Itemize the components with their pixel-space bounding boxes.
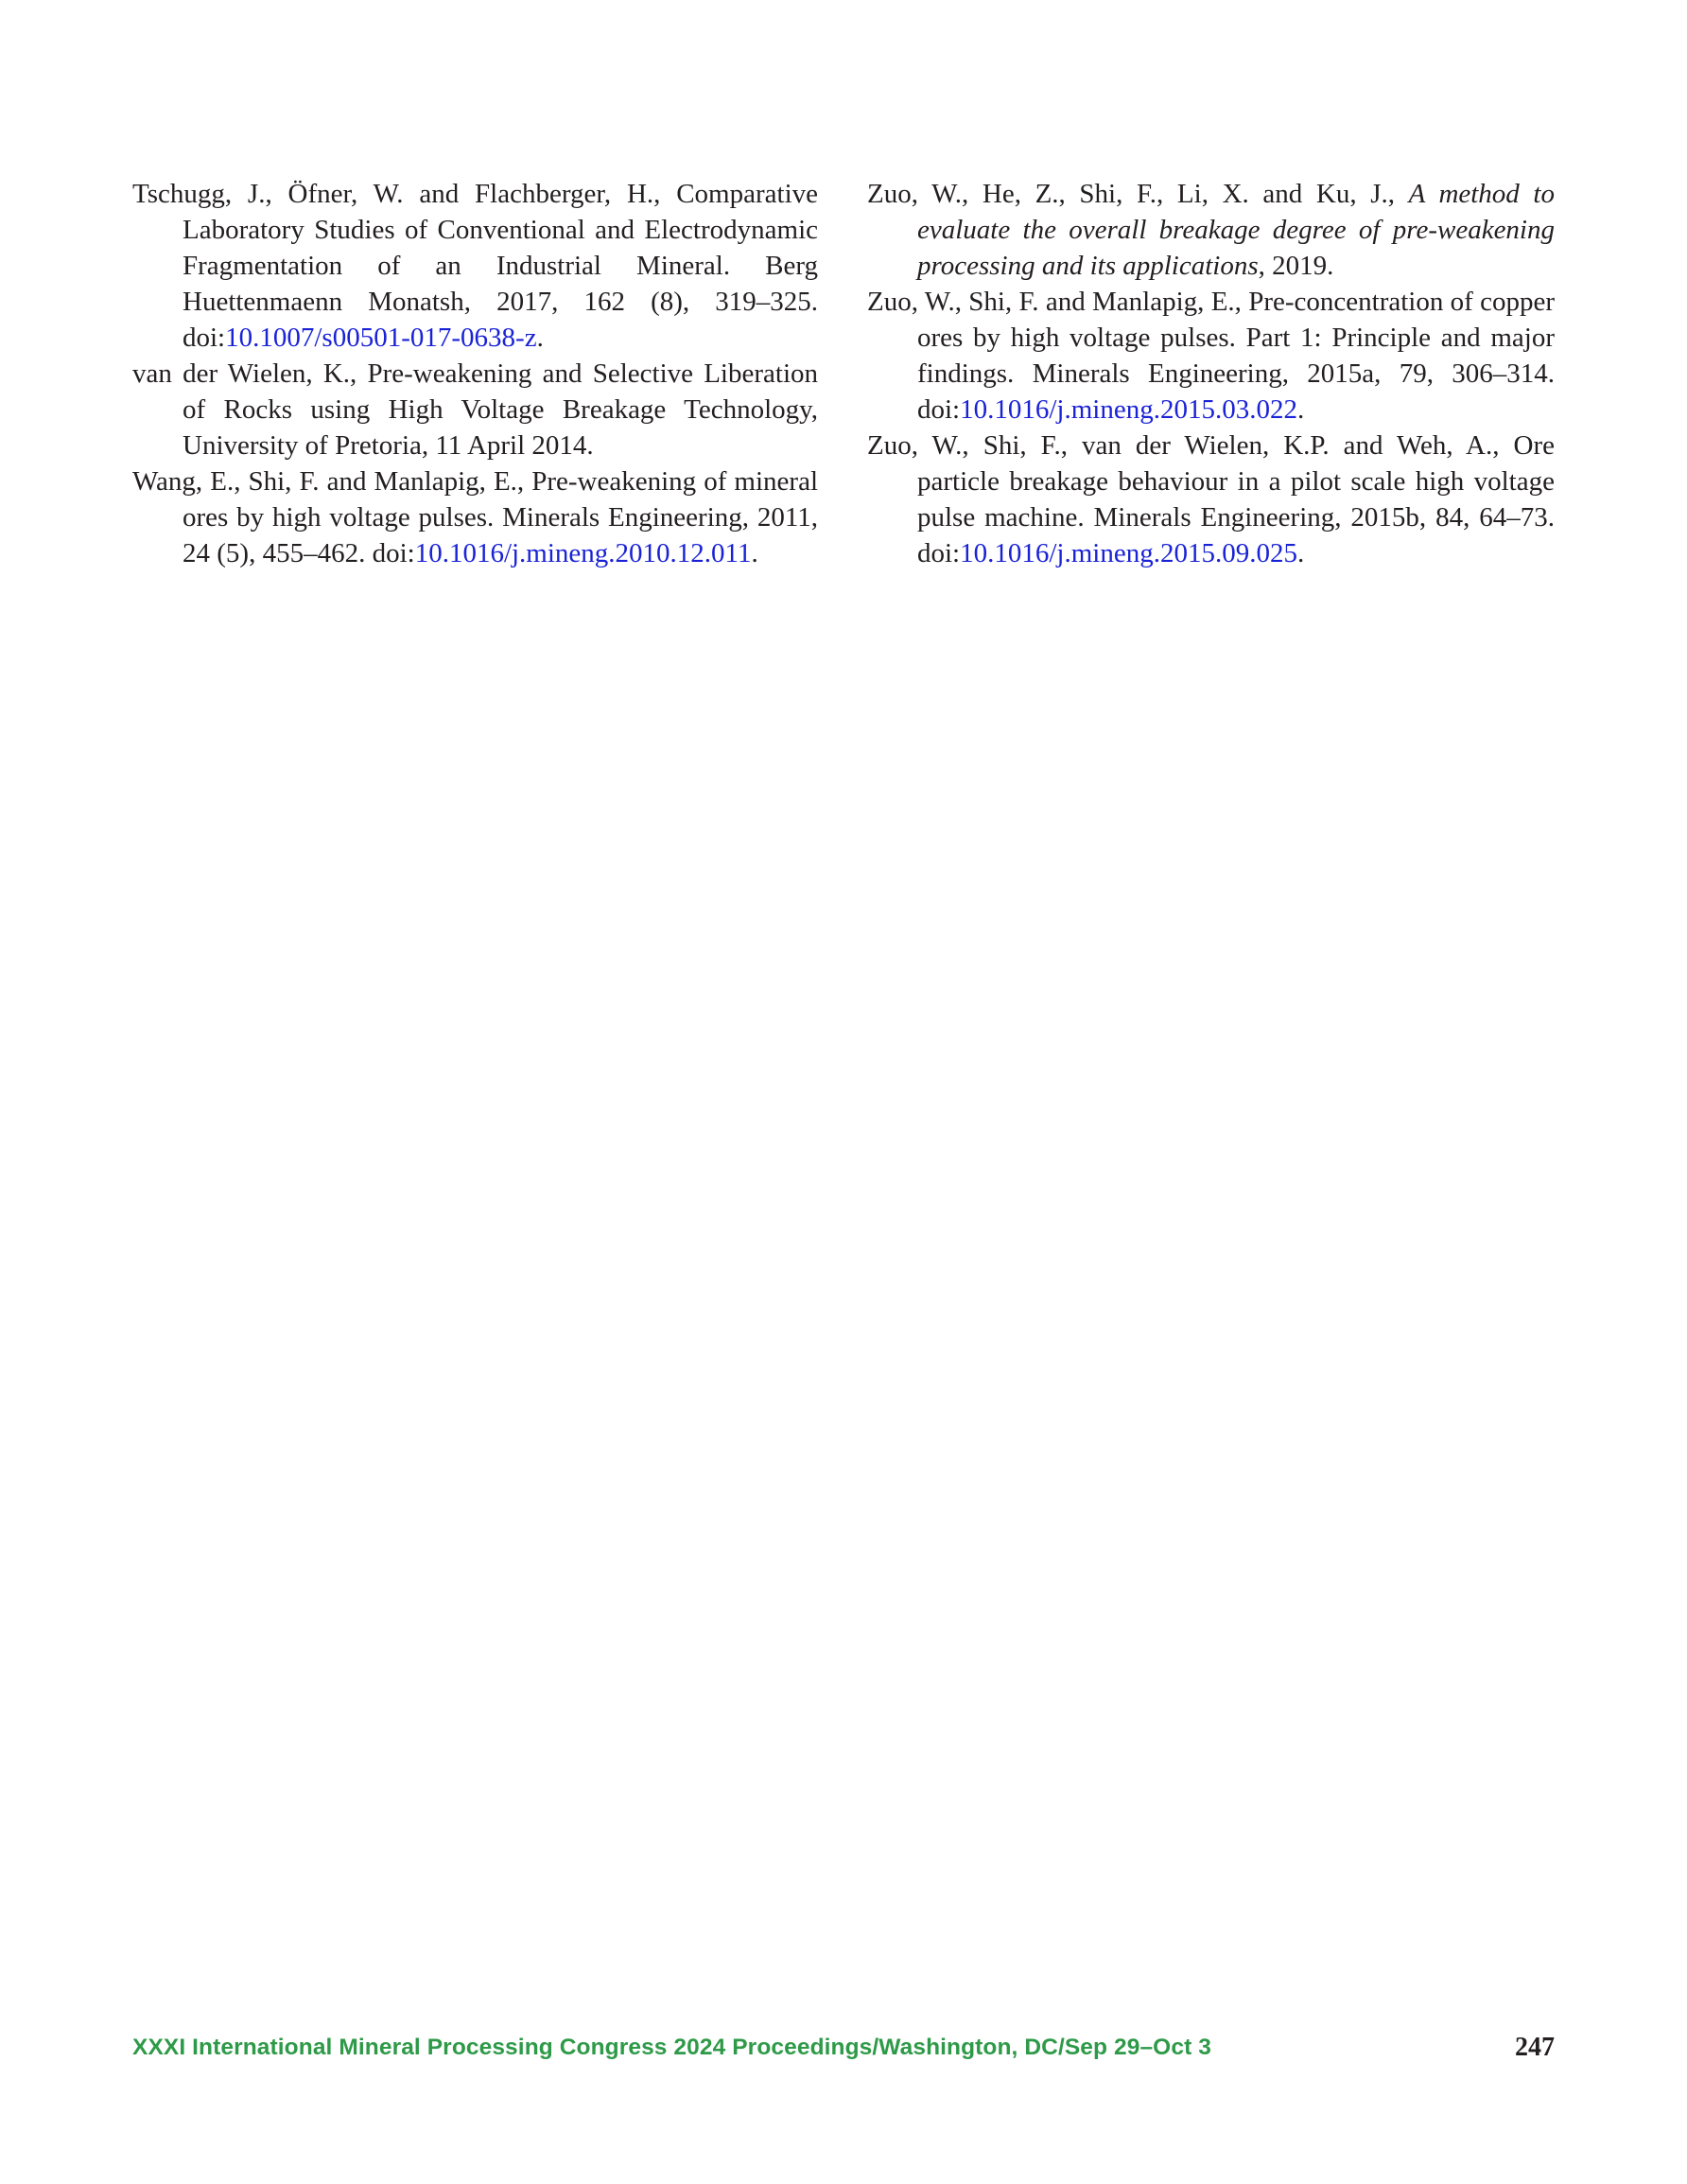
- footer-proceedings-title: XXXI International Mineral Processing Congress 2024 Proceedings/Washington, DC/Sep 29–Oct 3: [132, 2035, 1211, 2060]
- reference-tail: .: [751, 538, 758, 568]
- reference-zuo-2015a: [867, 284, 1555, 428]
- reference-zuo-2019: [867, 176, 1555, 284]
- reference-text: Wang, E., Shi, F. and Manlapig, E., Pre-weakening of mineral ores by high voltage pulses. Minerals Engineering, 2011, 24 (5), 455–462. doi:: [132, 466, 818, 568]
- reference-text: Zuo, W., Shi, F. and Manlapig, E., Pre-concentration of copper ores by high voltage pulses. Part 1: Principle and major findings. Minerals Engineering, 2015a, 79, 306–314. doi:: [867, 287, 1555, 425]
- doi-link[interactable]: 10.1016/j.mineng.2010.12.011: [414, 538, 752, 568]
- doi-link[interactable]: 10.1016/j.mineng.2015.03.022: [960, 394, 1297, 425]
- reference-authors: Zuo, W., He, Z., Shi, F., Li, X. and Ku, J.,: [867, 179, 1409, 209]
- doi-link[interactable]: 10.1007/s00501-017-0638-z: [225, 323, 537, 353]
- page-footer: [132, 2035, 1555, 2069]
- reference-zuo-2015b: [867, 428, 1555, 571]
- reference-wang-2011: [132, 463, 818, 571]
- reference-vanderwielen-2014: [132, 356, 818, 463]
- reference-text: Zuo, W., Shi, F., van der Wielen, K.P. and Weh, A., Ore particle breakage behaviour in a pilot scale high voltage pulse machine. Minerals Engineering, 2015b, 84, 64–73. doi:: [867, 430, 1555, 568]
- reference-tail: .: [1296, 538, 1305, 568]
- reference-tail: , 2019.: [1258, 251, 1334, 281]
- reference-title-italic: A method to evaluate the overall breakage degree of pre-weakening processing and its applications: [917, 179, 1555, 281]
- reference-tschugg-2017: [132, 176, 818, 356]
- doi-link[interactable]: 10.1016/j.mineng.2015.09.025: [960, 538, 1297, 568]
- page-number: 247: [1515, 2033, 1555, 2062]
- reference-text: van der Wielen, K., Pre-weakening and Selective Liberation of Rocks using High Voltage Breakage Technology, University of Pretoria, 11 April 2014.: [132, 358, 818, 461]
- references-left-column: [132, 176, 818, 571]
- reference-tail: .: [536, 323, 544, 353]
- reference-text: Tschugg, J., Öfner, W. and Flachberger, H., Comparative Laboratory Studies of Conventional and Electrodynamic Fragmentation of an Industrial Mineral. Berg Huettenmaenn Monatsh, 2017, 162 (8), 319–325. doi:: [132, 179, 818, 353]
- reference-tail: .: [1296, 394, 1305, 425]
- references-right-column: [867, 176, 1555, 571]
